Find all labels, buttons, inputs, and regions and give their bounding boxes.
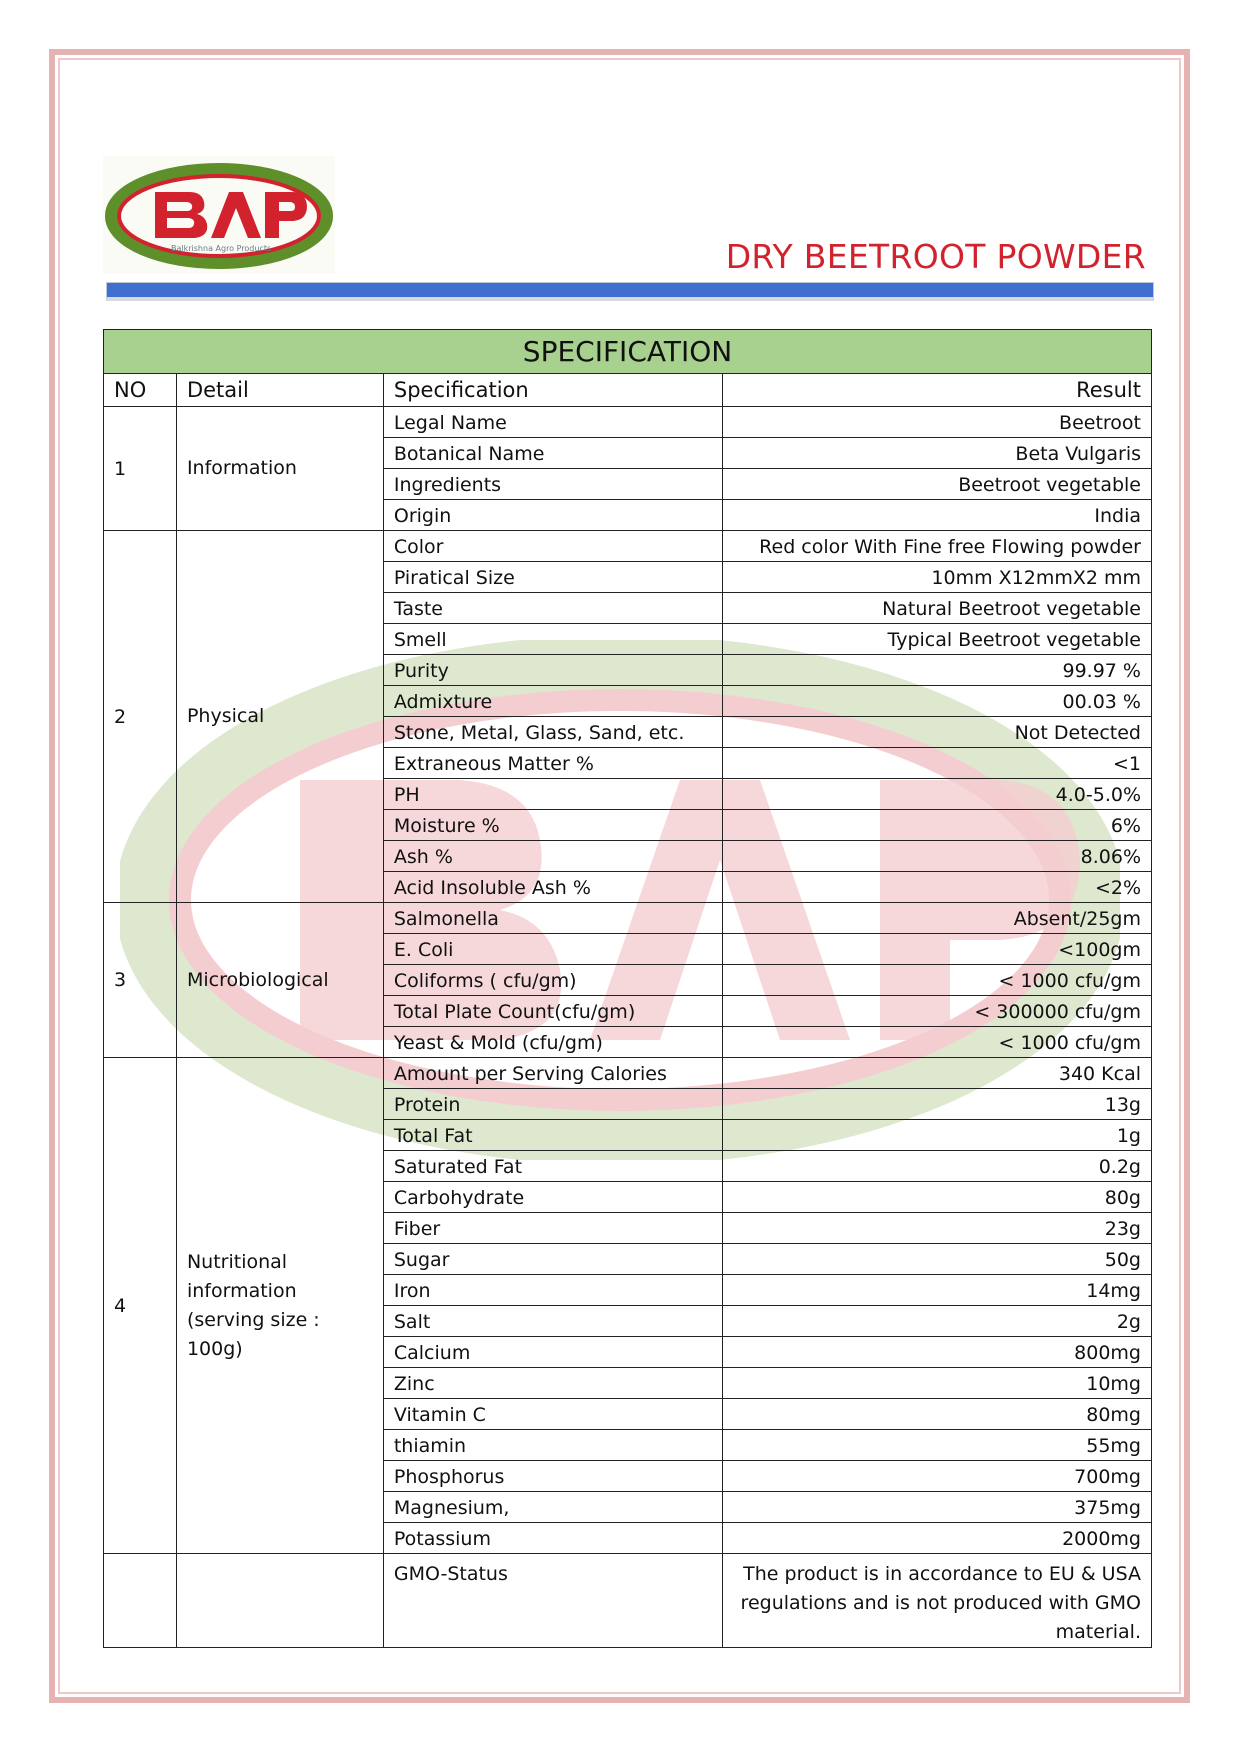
spec-name: PH: [383, 779, 722, 810]
spec-result: 00.03 %: [722, 686, 1151, 717]
spec-name: Legal Name: [383, 407, 722, 438]
spec-result: 375mg: [722, 1492, 1151, 1523]
gmo-result: The product is in accordance to EU & USA regulations and is not produced with GMO material.: [722, 1554, 1151, 1648]
spec-name: Fiber: [383, 1213, 722, 1244]
spec-name: Protein: [383, 1089, 722, 1120]
spec-name: Moisture %: [383, 810, 722, 841]
spec-name: Sugar: [383, 1244, 722, 1275]
spec-name: Salt: [383, 1306, 722, 1337]
spec-result: 55mg: [722, 1430, 1151, 1461]
column-header-result: Result: [722, 374, 1151, 407]
spec-result: 99.97 %: [722, 655, 1151, 686]
document-title: DRY BEETROOT POWDER: [725, 237, 1146, 276]
spec-result: Beetroot: [722, 407, 1151, 438]
spec-name: Vitamin C: [383, 1399, 722, 1430]
spec-name: Total Plate Count(cfu/gm): [383, 996, 722, 1027]
spec-result: 80g: [722, 1182, 1151, 1213]
spec-name: Botanical Name: [383, 438, 722, 469]
gmo-detail: [176, 1554, 383, 1648]
spec-result: 50g: [722, 1244, 1151, 1275]
spec-result: 80mg: [722, 1399, 1151, 1430]
spec-name: Piratical Size: [383, 562, 722, 593]
table-header-row: [104, 374, 1152, 407]
spec-result: Beetroot vegetable: [722, 469, 1151, 500]
spec-name: Amount per Serving Calories: [383, 1058, 722, 1089]
spec-name: Zinc: [383, 1368, 722, 1399]
table-banner: SPECIFICATION: [104, 330, 1152, 374]
spec-name: Purity: [383, 655, 722, 686]
spec-name: E. Coli: [383, 934, 722, 965]
spec-name: Coliforms ( cfu/gm): [383, 965, 722, 996]
group-detail: Physical: [176, 531, 383, 903]
spec-name: Calcium: [383, 1337, 722, 1368]
spec-result: 8.06%: [722, 841, 1151, 872]
spec-result: Not Detected: [722, 717, 1151, 748]
spec-name: Total Fat: [383, 1120, 722, 1151]
spec-result: 13g: [722, 1089, 1151, 1120]
spec-result: 340 Kcal: [722, 1058, 1151, 1089]
column-header-detail: Detail: [176, 374, 383, 407]
spec-name: Ingredients: [383, 469, 722, 500]
table-row: [104, 903, 1152, 934]
group-detail: Microbiological: [176, 903, 383, 1058]
spec-result: <1: [722, 748, 1151, 779]
spec-result: 23g: [722, 1213, 1151, 1244]
spec-name: Ash %: [383, 841, 722, 872]
spec-name: Potassium: [383, 1523, 722, 1554]
table-row: [104, 531, 1152, 562]
spec-name: Salmonella: [383, 903, 722, 934]
spec-name: Admixture: [383, 686, 722, 717]
spec-name: Smell: [383, 624, 722, 655]
spec-result: 2g: [722, 1306, 1151, 1337]
spec-result: Red color With Fine free Flowing powder: [722, 531, 1151, 562]
spec-name: Saturated Fat: [383, 1151, 722, 1182]
spec-result: Natural Beetroot vegetable: [722, 593, 1151, 624]
table-row: [104, 1058, 1152, 1089]
table-row: [104, 407, 1152, 438]
spec-result: < 300000 cfu/gm: [722, 996, 1151, 1027]
spec-name: Phosphorus: [383, 1461, 722, 1492]
spec-name: Iron: [383, 1275, 722, 1306]
spec-result: 10mg: [722, 1368, 1151, 1399]
spec-result: Typical Beetroot vegetable: [722, 624, 1151, 655]
spec-result: 10mm X12mmX2 mm: [722, 562, 1151, 593]
spec-name: thiamin: [383, 1430, 722, 1461]
logo-subtext: Balkrishna Agro Products: [171, 244, 272, 253]
spec-result: 1g: [722, 1120, 1151, 1151]
spec-result: 2000mg: [722, 1523, 1151, 1554]
specification-table: [103, 329, 1152, 1648]
group-number: 4: [104, 1058, 177, 1554]
spec-name: Stone, Metal, Glass, Sand, etc.: [383, 717, 722, 748]
spec-result: < 1000 cfu/gm: [722, 1027, 1151, 1058]
group-detail: Information: [176, 407, 383, 531]
column-header-no: NO: [104, 374, 177, 407]
group-number: 3: [104, 903, 177, 1058]
spec-result: 4.0-5.0%: [722, 779, 1151, 810]
spec-result: 800mg: [722, 1337, 1151, 1368]
spec-name: Carbohydrate: [383, 1182, 722, 1213]
gmo-number: [104, 1554, 177, 1648]
spec-name: Extraneous Matter %: [383, 748, 722, 779]
group-number: 1: [104, 407, 177, 531]
spec-result: 14mg: [722, 1275, 1151, 1306]
spec-name: Taste: [383, 593, 722, 624]
spec-name: Magnesium,: [383, 1492, 722, 1523]
spec-result: Beta Vulgaris: [722, 438, 1151, 469]
spec-result: 6%: [722, 810, 1151, 841]
spec-result: 700mg: [722, 1461, 1151, 1492]
group-detail: Nutritional information (serving size : 100g): [176, 1058, 383, 1554]
gmo-spec: GMO-Status: [383, 1554, 722, 1648]
table-banner-row: [104, 330, 1152, 374]
spec-result: < 1000 cfu/gm: [722, 965, 1151, 996]
spec-result: India: [722, 500, 1151, 531]
spec-name: Color: [383, 531, 722, 562]
spec-name: Origin: [383, 500, 722, 531]
spec-result: <2%: [722, 872, 1151, 903]
bap-logo-icon: [103, 156, 335, 274]
gmo-row: [104, 1554, 1152, 1648]
company-logo: [103, 156, 335, 274]
group-number: 2: [104, 531, 177, 903]
spec-name: Acid Insoluble Ash %: [383, 872, 722, 903]
spec-result: Absent/25gm: [722, 903, 1151, 934]
column-header-specification: Specification: [383, 374, 722, 407]
spec-result: 0.2g: [722, 1151, 1151, 1182]
spec-name: Yeast & Mold (cfu/gm): [383, 1027, 722, 1058]
header-rule: [106, 282, 1154, 301]
spec-result: <100gm: [722, 934, 1151, 965]
